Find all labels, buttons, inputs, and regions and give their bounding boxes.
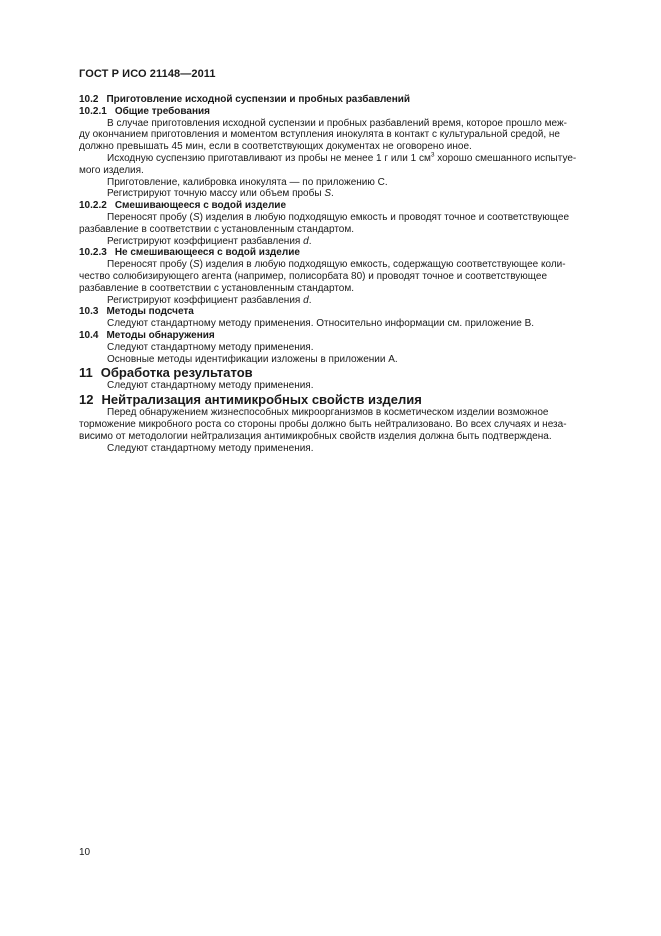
section-12-heading	[79, 392, 615, 407]
paragraph: Следуют стандартному методу применения.	[107, 442, 314, 454]
variable: S	[192, 211, 200, 223]
section-10-2-heading	[79, 94, 615, 106]
paragraph: Следуют стандартному методу применения.	[107, 341, 314, 353]
variable: d	[303, 235, 309, 247]
text-run: Переносят пробу (	[107, 259, 193, 271]
text-run: Регистрируют точную массу или объем пробы	[107, 188, 325, 200]
text-line: Перед обнаружением жизнеспособных микроорганизмов в косметическом изделии возможное	[107, 407, 549, 419]
paragraph: Приготовление, калибровка инокулята — по приложению С.	[107, 176, 388, 188]
text-run: Переносят пробу (	[107, 211, 193, 223]
paragraph: Следуют стандартному методу применения. Относительно информации см. приложение В.	[107, 318, 535, 330]
section-number: 10.3	[79, 306, 99, 318]
section-title: Не смешивающееся с водой изделие	[114, 247, 300, 259]
paragraph: Основные методы идентификации изложены в приложении А.	[107, 353, 398, 365]
section-number: 10.2.2	[79, 200, 107, 212]
text-line: должно превышать 45 мин, если в соответствующих документах не оговорено иное.	[79, 141, 472, 153]
text-line: ду окончанием приготовления и моментом вступления инокулята в контакт с культуральной средой, не	[79, 129, 560, 141]
text-line: В случае приготовления исходной суспензии и пробных разбавлений время, которое прошло меж-	[107, 117, 567, 129]
paragraph	[79, 295, 615, 307]
page-body	[79, 94, 615, 454]
section-10-3-heading	[79, 306, 615, 318]
section-11-heading	[79, 365, 615, 380]
paragraph	[79, 153, 615, 165]
variable: S	[324, 188, 331, 200]
text-run: Регистрируют коэффициент разбавления	[107, 235, 304, 247]
text-run: .	[331, 188, 334, 200]
section-number: 10.2.1	[79, 105, 107, 117]
section-10-2-2-heading	[79, 200, 615, 212]
text-run: ) изделия в любую подходящую емкость, содержащую соответствующее коли-	[199, 259, 566, 271]
paragraph-continuation: мого изделия.	[79, 164, 144, 176]
section-number: 11	[79, 365, 93, 381]
paragraph	[79, 212, 615, 224]
paragraph	[79, 236, 615, 248]
section-10-4-heading	[79, 330, 615, 342]
section-title: Методы подсчета	[106, 306, 194, 318]
section-title: Смешивающееся с водой изделие	[114, 200, 286, 212]
variable: d	[303, 294, 309, 306]
paragraph: Следуют стандартному методу применения.	[107, 380, 314, 392]
text-line: висимо от методологии нейтрализация антимикробных свойств изделия должна быть подтверждена.	[79, 430, 552, 442]
paragraph-continuation: разбавление в соответствии с установленным стандартом.	[79, 223, 355, 235]
paragraph	[79, 259, 615, 271]
section-number: 10.2	[79, 94, 99, 105]
section-title: Методы обнаружения	[106, 329, 215, 341]
text-run: .	[308, 235, 312, 247]
paragraph	[79, 118, 615, 153]
section-10-2-3-heading	[79, 247, 615, 259]
section-title: Обработка результатов	[100, 365, 253, 381]
text-line: торможение микробного роста со стороны пробы должно быть нейтрализовано. Во всех случаях и неза-	[79, 418, 567, 430]
section-title: Нейтрализация антимикробных свойств изделия	[101, 392, 422, 408]
text-run: хорошо смешанного испытуе-	[434, 152, 577, 164]
text-run: Исходную суспензию приготавливают из пробы не менее 1 г или 1 см	[107, 152, 431, 164]
text-run: .	[308, 294, 312, 306]
section-10-2-1-heading	[79, 106, 615, 118]
page-number: 10	[79, 847, 91, 858]
paragraph-continuation: чество солюбизирующего агента (например, полисорбата 80) и проводят точное и соответствующее	[79, 270, 548, 282]
paragraph	[79, 407, 615, 442]
paragraph	[79, 188, 615, 200]
section-number: 10.4	[79, 329, 99, 341]
document-header: ГОСТ Р ИСО 21148—2011	[79, 68, 216, 80]
section-number: 10.2.3	[79, 247, 107, 259]
superscript: 3	[430, 151, 435, 159]
section-title: Приготовление исходной суспензии и пробных разбавлений	[106, 94, 411, 105]
text-run: Регистрируют коэффициент разбавления	[107, 294, 304, 306]
section-title: Общие требования	[114, 105, 211, 117]
paragraph-continuation: разбавление в соответствии с установленным стандартом.	[79, 282, 355, 294]
variable: S	[192, 259, 200, 271]
section-number: 12	[79, 392, 94, 408]
text-run: ) изделия в любую подходящую емкость и проводят точное и соответствующее	[199, 211, 570, 223]
